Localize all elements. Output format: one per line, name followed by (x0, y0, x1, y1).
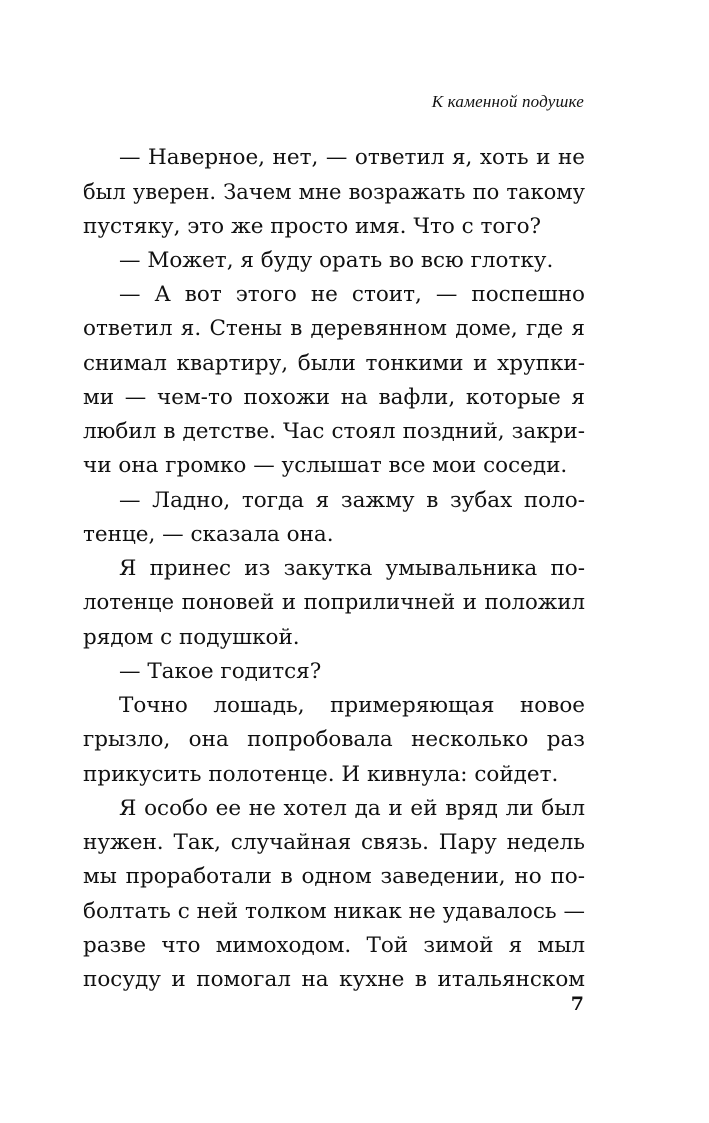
text-line: ответил я. Стены в деревянном доме, где я (83, 316, 585, 342)
text-line: лотенце поновей и поприличней и положил (83, 590, 585, 616)
text-line: любил в детстве. Час стоял поздний, закри- (83, 419, 585, 444)
page-number: 7 (570, 993, 584, 1015)
text-line: Я принес из закутка умывальника по- (119, 556, 585, 581)
text-line: тенце, — сказала она. (83, 521, 334, 547)
text-line: нужен. Так, случайная связь. Пару недель (83, 830, 585, 855)
text-line: ми — чем-то похожи на вафли, которые я (83, 384, 585, 410)
text-line: рядом с подушкой. (83, 624, 300, 650)
text-line: Я особо ее не хотел да и ей вряд ли был (119, 795, 585, 821)
text-line: посуду и помогал на кухне в итальянском (83, 967, 585, 992)
text-line: мы проработали в одном заведении, но по- (83, 864, 585, 890)
text-line: был уверен. Зачем мне возражать по такому (83, 180, 585, 205)
text-line: чи она громко — услышат все мои соседи. (83, 453, 568, 479)
text-line: Точно лошадь, примеряющая новое (119, 693, 585, 718)
text-line: — Может, я буду орать во всю глотку. (119, 247, 554, 273)
text-line: пустяку, это же просто имя. Что с того? (83, 213, 542, 239)
text-line: — А вот этого не стоит, — поспешно (119, 282, 585, 307)
text-line: прикусить полотенце. И кивнула: сойдет. (83, 761, 559, 787)
text-line: — Ладно, тогда я зажму в зубах поло- (119, 487, 585, 513)
text-line: болтать с ней толком никак не удавалось — (83, 898, 585, 924)
text-line: грызло, она попробовала несколько раз (83, 727, 585, 753)
text-line: — Такое годится? (119, 658, 322, 684)
running-title: К каменной подушке (431, 92, 584, 111)
text-line: — Наверное, нет, — ответил я, хоть и не (119, 145, 585, 170)
text-line: разве что мимоходом. Той зимой я мыл (83, 932, 585, 958)
text-line: снимал квартиру, были тонкими и хрупки- (83, 350, 585, 376)
body-text (83, 141, 585, 997)
